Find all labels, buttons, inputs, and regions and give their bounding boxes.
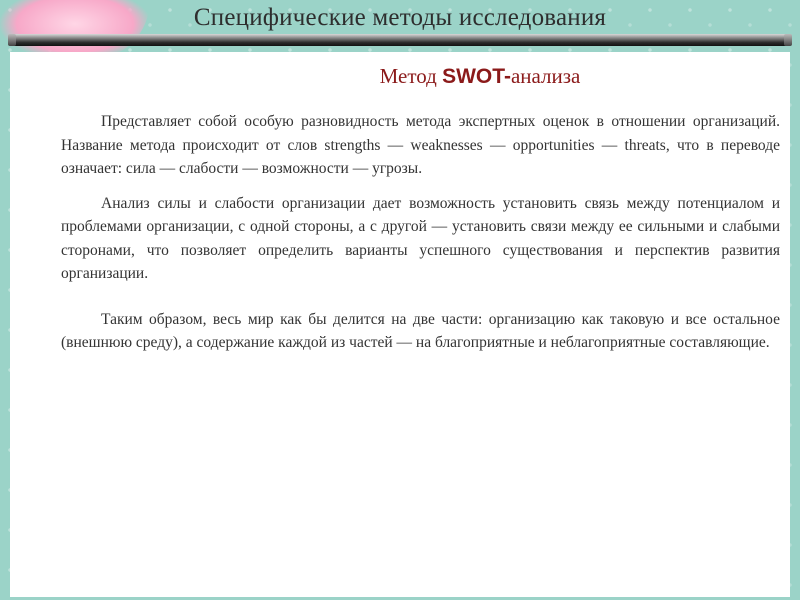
content-panel — [10, 52, 790, 597]
rod-cap-right — [784, 34, 792, 46]
heading-suffix: анализа — [510, 64, 581, 88]
heading-prefix: Метод — [379, 64, 443, 88]
paragraph-1: Представляет собой особую разновидность метода экспертных оценок в отношении организаций. Название метода происходит от слов strengths — weaknesses — opportunities — threats, что в переводе означает: сила — слабости — возможности — угрозы. — [61, 113, 780, 177]
heading-swot: SWOT- — [442, 65, 511, 88]
title-divider-rod — [8, 34, 792, 46]
paragraph-2: Анализ силы и слабости организации дает возможность установить связь между потенциалом и проблемами организации, с одной стороны, а с другой — установить связи между ее сильными и слабыми сторонами, что позволяет определить варианты успешного существования и перспектив развития организации. — [61, 194, 780, 282]
rod-cap-left — [8, 34, 16, 46]
section-heading — [10, 64, 790, 89]
body-text — [61, 110, 780, 355]
slide-title: Специфические методы исследования — [193, 4, 607, 31]
paragraph-3: Таким образом, весь мир как бы делится на две части: организацию как таковую и все остальное (внешнюю среду), а содержание каждой из частей — на благоприятные и неблагоприятные составляющие. — [61, 310, 780, 351]
